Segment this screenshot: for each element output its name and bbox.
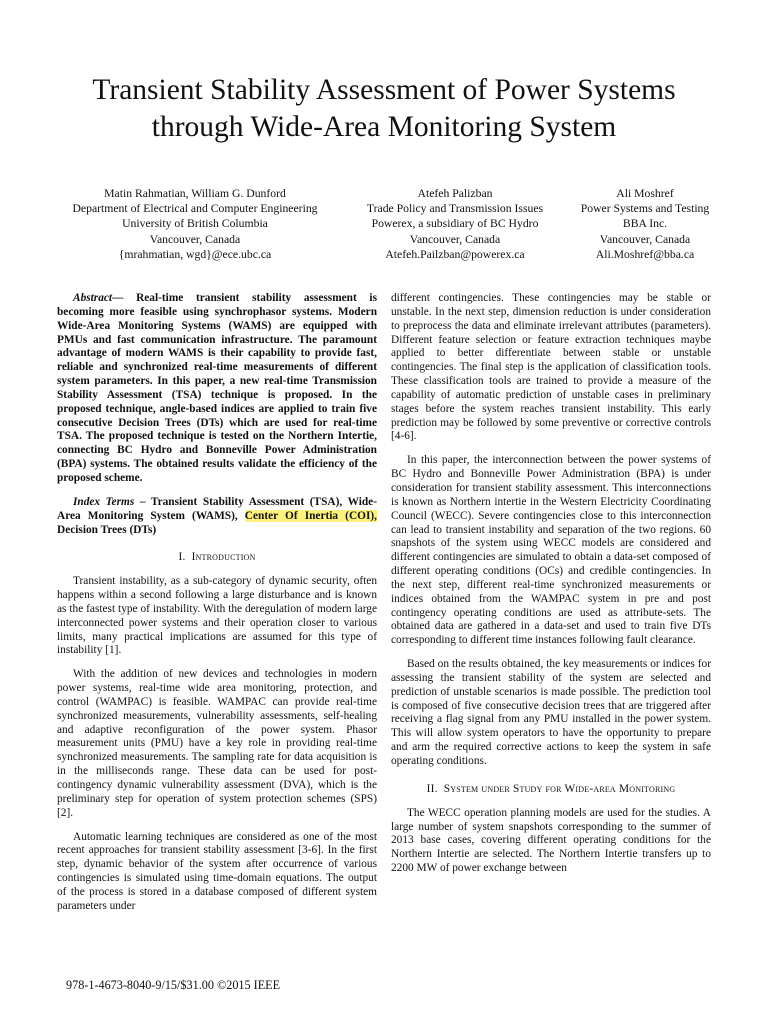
author-1-email: {mrahmatian, wgd}@ece.ubc.ca [118, 247, 272, 261]
index-terms-highlight: Center Of Inertia (COI), [244, 509, 377, 522]
author-2-location: Vancouver, Canada [409, 232, 501, 246]
index-terms-label: Index Terms [73, 495, 135, 508]
abstract [57, 292, 377, 486]
author-3-email: Ali.Moshref@bba.ca [595, 247, 695, 261]
title-line-2: through Wide-Area Monitoring System [151, 111, 617, 143]
abstract-text: Real-time transient stability assessment is becoming more feasible using synchrophasor systems. Modern Wide-Area Monitoring Systems (WAMS) are equipped with PMUs and fast communication infrastructure. The paramount advantage of modern WAMS is their capability to provide fast, reliable and synchronized real-time measurements of different system parameters. In this paper, a new real-time Transmission Stability Assessment (TSA) technique is proposed. In the proposed technique, angle-based indices are applied to train five consecutive Decision Trees (DTs) which are used for real-time TSA. The proposed technique is tested on the Northern Intertie, connecting BC Hydro and Bonneville Power Administration (BPA) systems. The obtained results validate the efficiency of the proposed scheme. [57, 292, 377, 484]
author-2-org: Powerex, a subsidiary of BC Hydro [371, 217, 539, 231]
author-1 [40, 186, 350, 262]
author-2-name: Atefeh Palizban [417, 187, 493, 200]
author-2 [350, 186, 560, 262]
right-paragraph-1: different contingencies. These contingencies may be stable or unstable. In the next step, dimension reduction is under consideration to preprocess the data and eliminate irrelevant attributes (parameters). Different feature selection or feature extraction techniques maybe applied to better differentiate between stable or unstable contingencies. The final step is the application of classification tools. These classification tools are trained to provide a measure of the capability of automatic prediction of unstable cases in preliminary stages before the system reaches transient instability. This early prediction may be followed by some preventive or corrective controls [4-6]. [391, 292, 711, 443]
copyright-footer: 978-1-4673-8040-9/15/$31.00 ©2015 IEEE [66, 978, 281, 992]
right-paragraph-3: Based on the results obtained, the key measurements or indices for assessing the transient stability of the system are selected and prediction of unstable scenarios is made possible. The prediction tool is composed of five consecutive decision trees that are triggered after receiving a flag signal from any PMU installed in the power system. This will allow system operators to have the opportunity to prepare and arm the required corrective actions to keep the system in safe operating conditions. [391, 658, 711, 767]
abstract-label: Abstract [73, 292, 113, 304]
right-column [391, 292, 711, 886]
author-3-org: BBA Inc. [622, 217, 668, 231]
section-2-title: System under Study for Wide-area Monitoring [443, 782, 676, 795]
index-terms-pre: – Transient Stability Assessment (TSA), Wide-Area Monitoring System (WAMS), [57, 495, 377, 522]
paper-title [60, 72, 708, 146]
abstract-dash: — [112, 292, 137, 304]
index-terms-post: Decision Trees (DTs) [57, 523, 157, 536]
section-2-number: II. [426, 782, 438, 795]
intro-paragraph-3: Automatic learning techniques are considered as one of the most recent approaches for transient stability assessment [3-6]. In the first step, dynamic behavior of the system after occurrence of various contingencies is simulated using time-domain equations. The output of the process is stored in a database composed of different system parameters under [57, 830, 377, 912]
author-1-name: Matin Rahmatian, William G. Dunford [104, 187, 286, 200]
author-2-email: Atefeh.Pailzban@powerex.ca [385, 247, 525, 261]
section-2-paragraph-1: The WECC operation planning models are used for the studies. A large number of system snapshots corresponding to the summer of 2013 base cases, covering different operating conditions for the Northern Intertie are selected. The Northern Intertie transfers up to 2200 MW of power exchange between [391, 806, 711, 875]
author-block [0, 186, 768, 266]
right-paragraph-2: In this paper, the interconnection between the power systems of BC Hydro and Bonneville Power Administration (BPA) is under consideration for transient stability assessment. This interconnections is known as Northern intertie in the Western Electricity Coordinating Council (WECC). Severe contingencies close to this interconnection can lead to transient instability and separation of the two regions. 60 snapshots of the system using WECC models are considered and different contingencies are simulated to obtain a data-set composed of different operating conditions (OCs) and credible contingencies. In the next step, different real-time synchronized measurements or indices obtained from the WAMPAC system in pre and post contingency operating conditions are used as attribute-sets. The obtained data are gathered in a data-set and used to train five DTs corresponding to different time instances following fault clearance. [391, 454, 711, 647]
section-1-number: I. [178, 551, 186, 564]
author-3 [560, 186, 730, 262]
section-2-heading [391, 783, 711, 797]
author-1-affiliation: Department of Electrical and Computer Engineering [72, 202, 318, 216]
author-3-affiliation: Power Systems and Testing [580, 202, 710, 216]
left-column [57, 292, 377, 924]
section-1-heading [57, 551, 377, 565]
intro-paragraph-1: Transient instability, as a sub-category of dynamic security, often happens within a second following a large disturbance and is known as the fastest type of instability. With the deregulation of modern large interconnected power systems and their operation closer to various limits, many practical implications are assumed for this type of instability [1]. [57, 575, 377, 657]
author-2-affiliation: Trade Policy and Transmission Issues [366, 202, 544, 216]
author-1-location: Vancouver, Canada [149, 232, 241, 246]
intro-paragraph-2: With the addition of new devices and technologies in modern power systems, real-time wide area monitoring, protection, and control (WAMPAC) is feasible. WAMPAC can provide real-time synchronized measurements, vulnerability assessments, self-healing and adaptive reconfiguration of the power system. Phasor measurement units (PMU) have a key role in providing real-time synchronized measurements. The sampling rate for data acquisition is in the milliseconds range. These data can be used for post-contingency dynamic vulnerability assessment (DVA), which is the preliminary step for operation of system protection schemes (SPS) [2]. [57, 668, 377, 819]
author-3-name: Ali Moshref [616, 187, 674, 200]
section-1-title: Introduction [191, 551, 256, 564]
title-line-1: Transient Stability Assessment of Power Systems [92, 74, 676, 106]
index-terms [57, 496, 377, 538]
author-1-org: University of British Columbia [122, 217, 268, 231]
author-3-location: Vancouver, Canada [599, 232, 691, 246]
